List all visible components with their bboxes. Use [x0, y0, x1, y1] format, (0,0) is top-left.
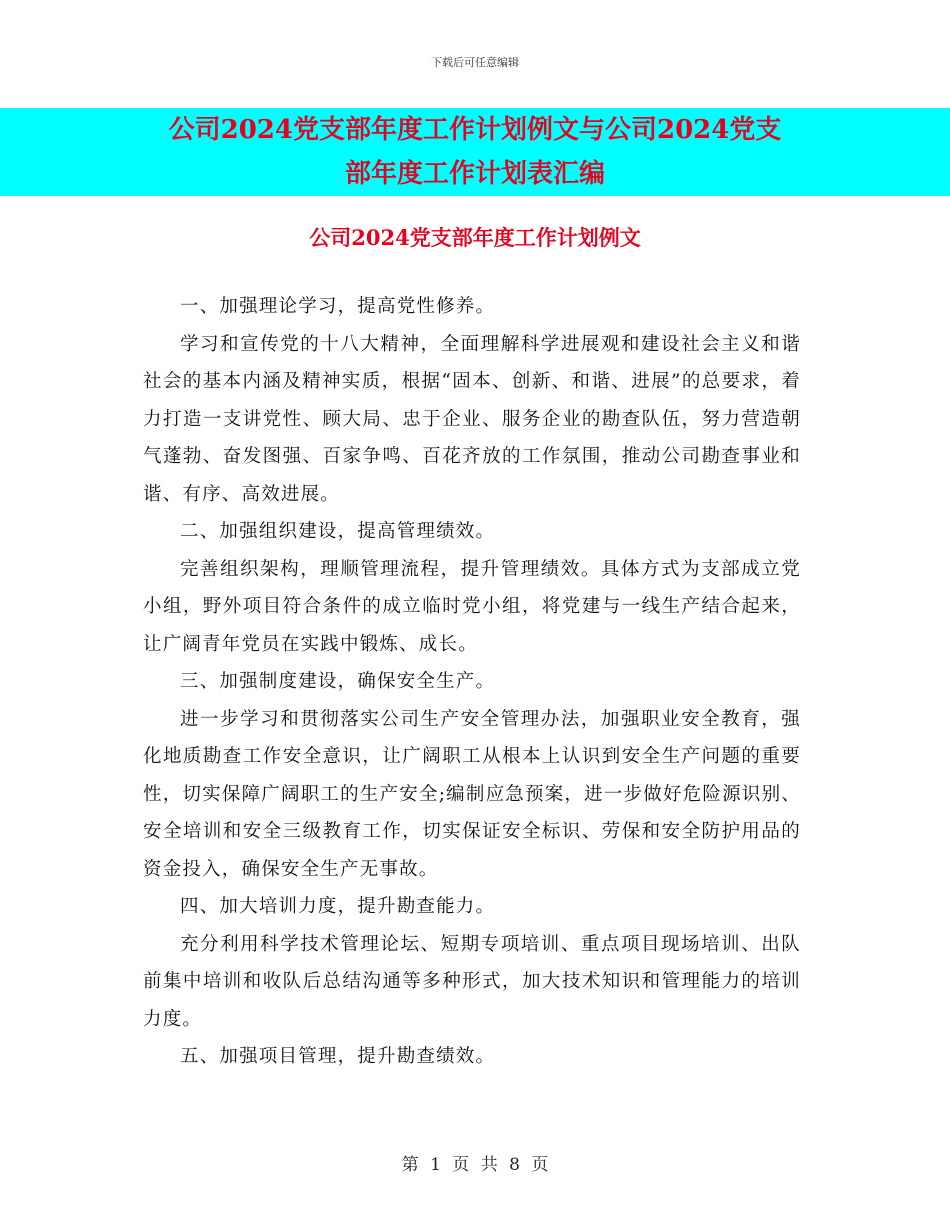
- heading-5: 五、加强项目管理，提升勘查绩效。: [180, 1046, 496, 1067]
- paragraph-2: 完善组织架构，理顺管理流程，提升管理绩效。具体方式为支部成立党小组，野外项目符合条件的成立临时党小组，将党建与一线生产结合起来，让广阔青年党员在实践中锻炼、成长。: [143, 558, 801, 655]
- document-title-line-1: 公司2024党支部年度工作计划例文与公司2024党支: [168, 115, 782, 145]
- heading-3: 三、加强制度建设，确保安全生产。: [180, 671, 496, 692]
- paragraph-4: 充分利用科学技术管理论坛、短期专项培训、重点项目现场培训、出队前集中培训和收队后总结沟通等多种形式，加大技术知识和管理能力的培训力度。: [143, 933, 801, 1030]
- document-title-line-2: 部年度工作计划表汇编: [344, 159, 605, 189]
- header-note: 下载后可任意编辑: [431, 56, 519, 69]
- document-title: [0, 108, 950, 196]
- heading-1: 一、加强理论学习，提高党性修养。: [180, 296, 496, 317]
- heading-4: 四、加大培训力度，提升勘查能力。: [180, 896, 496, 917]
- section-title: 公司2024党支部年度工作计划例文: [309, 225, 641, 250]
- body-text: [143, 288, 801, 1076]
- heading-2: 二、加强组织建设，提高管理绩效。: [180, 521, 496, 542]
- paragraph-3: 进一步学习和贯彻落实公司生产安全管理办法，加强职业安全教育，强化地质勘查工作安全意识，让广阔职工从根本上认识到安全生产问题的重要性，切实保障广阔职工的生产安全;编制应急预案，进一步做好危险源识别、安全培训和安全三级教育工作，切实保证安全标识、劳保和安全防护用品的资金投入，确保安全生产无事故。: [143, 708, 801, 880]
- page-footer: 第 1 页 共 8 页: [401, 1155, 549, 1175]
- paragraph-1: 学习和宣传党的十八大精神，全面理解科学进展观和建设社会主义和谐社会的基本内涵及精神实质，根据“固本、创新、和谐、进展”的总要求，着力打造一支讲党性、顾大局、忠于企业、服务企业的勘查队伍，努力营造朝气蓬勃、奋发图强、百家争鸣、百花齐放的工作氛围，推动公司勘查事业和谐、有序、高效进展。: [143, 333, 801, 505]
